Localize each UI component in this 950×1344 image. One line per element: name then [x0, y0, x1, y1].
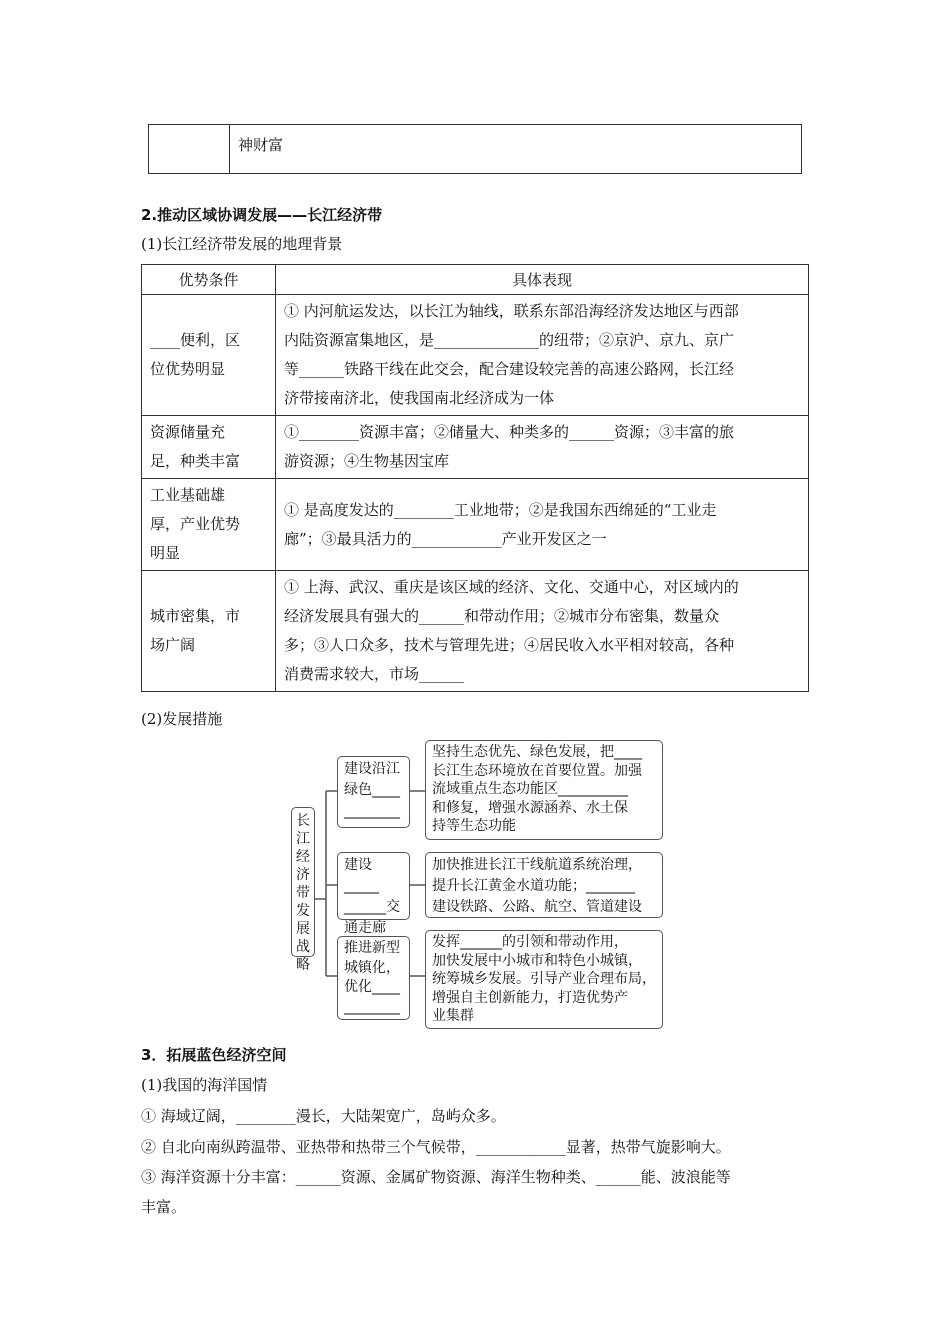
- root-char: 江: [296, 831, 310, 847]
- branch-detail-line: 提升长江黄金水道功能；_______: [432, 878, 635, 894]
- section-3-heading: 3．拓展蓝色经济空间: [141, 1046, 287, 1064]
- table-header-detail: 具体表现: [276, 265, 809, 295]
- branch-detail-line: 统筹城乡发展。引导产业合理布局，: [432, 971, 656, 987]
- branch-detail-line: 坚持生态优先、绿色发展，把____: [432, 744, 642, 760]
- section-2-subheading-1: (1)长江经济带发展的地理背景: [141, 235, 343, 253]
- condition-line: 工业基础雄: [150, 486, 226, 504]
- section-2-subheading-2: (2)发展措施: [141, 710, 223, 728]
- top-table-text-cell: 神财富: [230, 125, 802, 174]
- detail-line: 多；③人口众多，技术与管理先进；④居民收入水平相对较高，各种: [284, 636, 735, 654]
- detail-line: ① 内河航运发达，以长江为轴线，联系东部沿海经济发达地区与西部: [284, 302, 739, 320]
- branch-detail-line: 增强自主创新能力，打造优势产: [432, 989, 628, 1006]
- branch-detail-line: 发挥______的引领和带动作用，: [432, 934, 628, 950]
- branch-detail-line: 流域重点生态功能区__________: [432, 781, 628, 797]
- branch-detail-line: 加快发展中小城市和特色小城镇，: [432, 952, 642, 969]
- condition-line: 场广阔: [150, 636, 196, 654]
- condition-line: 城市密集，市: [150, 607, 241, 625]
- branch-detail-line: 建设铁路、公路、航空、管道建设: [432, 899, 642, 915]
- branch-detail-box: [425, 930, 663, 1029]
- branch-label-line: ______交: [344, 899, 400, 915]
- detail-line: 经济发展具有强大的______和带动作用；②城市分布密集，数量众: [284, 607, 720, 625]
- branch-label-box: [337, 852, 410, 936]
- branch-label-line: 优化____: [344, 979, 400, 995]
- section-3-item: ③ 海洋资源十分丰富：______资源、金属矿物资源、海洋生物种类、______能、波浪能等: [141, 1168, 731, 1186]
- branch-detail-line: 长江生态环境放在首要位置。加强: [432, 762, 642, 779]
- detail-line: ① 上海、武汉、重庆是该区域的经济、文化、交通中心，对区域内的: [284, 578, 739, 596]
- detail-line: 游资源；④生物基因宝库: [284, 452, 450, 470]
- branch-label-box: [337, 756, 410, 828]
- branch-label-box: [337, 936, 410, 1020]
- branch-detail-line: 持等生态功能: [432, 818, 516, 834]
- branch-label-line: 建设_____: [344, 857, 379, 894]
- detail-line: 消费需求较大，市场______: [284, 665, 465, 683]
- branch-detail-box: [425, 740, 663, 840]
- detail-line: 济带接南济北，使我国南北经济成为一体: [284, 389, 555, 407]
- root-char: 长: [296, 813, 310, 829]
- condition-line: 资源储量充: [150, 423, 226, 441]
- root-char: 济: [296, 867, 310, 883]
- table-header-condition: 优势条件: [142, 265, 276, 295]
- root-char: 经: [296, 849, 310, 865]
- branch-label-line: 绿色____: [344, 782, 400, 798]
- condition-line: 位优势明显: [150, 360, 226, 378]
- detail-line: ① 是高度发达的________工业地带；②是我国东西绵延的“工业走: [284, 500, 717, 519]
- detail-line: 内陆资源富集地区，是______________的纽带；②京沪、京九、京广: [284, 331, 735, 349]
- root-char: 发: [296, 903, 310, 919]
- detail-line: ①________资源丰富；②储量大、种类多的______资源；③丰富的旅: [284, 423, 735, 441]
- branch-label-line: 推进新型: [344, 940, 400, 956]
- detail-line: 等______铁路干线在此交会，配合建设较完善的高速公路网，长江经: [284, 360, 735, 378]
- branch-detail-line: 业集群: [432, 1008, 474, 1024]
- section-3-item: 丰富。: [141, 1198, 187, 1216]
- section-3-item: ① 海域辽阔，________漫长，大陆架宽广，岛屿众多。: [141, 1107, 506, 1125]
- condition-line: 足，种类丰富: [150, 452, 241, 470]
- condition-line: ____便利，区: [150, 331, 241, 349]
- branch-detail-line: 加快推进长江干线航道系统治理，: [432, 857, 642, 873]
- branch-label-line: 城镇化，: [344, 959, 400, 976]
- branch-label-line: ________: [344, 803, 400, 819]
- section-3-item: ② 自北向南纵跨温带、亚热带和热带三个气候带，____________显著，热带气旋影响大。: [141, 1138, 731, 1156]
- branch-detail-box: [425, 852, 663, 918]
- branch-label-line: 建设沿江: [344, 761, 400, 777]
- detail-line: 廊”；③最具活力的____________产业开发区之一: [284, 529, 607, 548]
- branch-label-line: 通走廊: [344, 920, 386, 936]
- diagram-root-box: [291, 807, 315, 973]
- root-char: 略: [296, 957, 310, 973]
- branch-detail-line: 和修复，增强水源涵养、水土保: [432, 799, 628, 816]
- condition-line: 厚，产业优势: [150, 515, 241, 533]
- root-char: 带: [296, 885, 310, 901]
- condition-line: 明显: [150, 544, 181, 562]
- root-char: 战: [296, 939, 310, 955]
- section-2-heading: 2.推动区域协调发展——长江经济带: [141, 206, 383, 224]
- section-3-subheading-1: (1)我国的海洋国情: [141, 1076, 268, 1094]
- branch-label-line: ________: [344, 998, 400, 1015]
- root-char: 展: [296, 921, 310, 937]
